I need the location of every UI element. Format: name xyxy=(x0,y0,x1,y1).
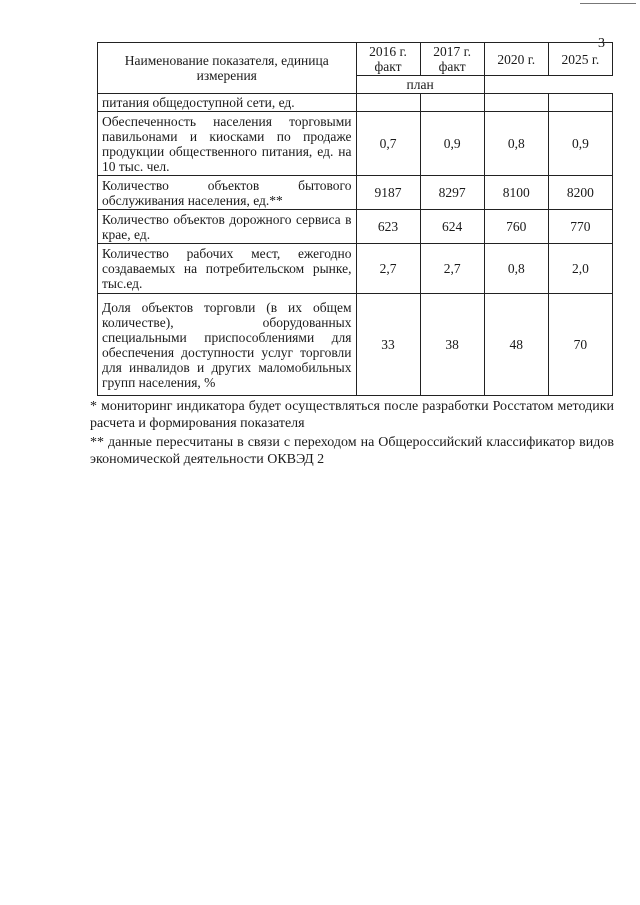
value-2016: 2,7 xyxy=(356,244,420,294)
header-row-years xyxy=(98,43,613,76)
value-2025: 8200 xyxy=(548,176,612,210)
value-2017: 8297 xyxy=(420,176,484,210)
header-year-2020: 2020 г. xyxy=(484,43,548,76)
fact-label-2016: факт xyxy=(374,59,402,74)
value-2025: 70 xyxy=(548,294,612,396)
indicators-table xyxy=(97,42,613,396)
table-row xyxy=(98,112,613,176)
year-label-2016: 2016 г. xyxy=(369,44,407,59)
header-year-2016 xyxy=(356,43,420,76)
indicator-name: Количество объектов бытового обслуживания населения, ед.** xyxy=(98,176,357,210)
continuation-text: питания общедоступной сети, ед. xyxy=(98,94,357,112)
value-2020: 8100 xyxy=(484,176,548,210)
table-row xyxy=(98,294,613,396)
footnotes xyxy=(90,398,614,468)
value-2020: 0,8 xyxy=(484,112,548,176)
table-row xyxy=(98,210,613,244)
value-2017: 2,7 xyxy=(420,244,484,294)
value-2025: 2,0 xyxy=(548,244,612,294)
page-number: 3 xyxy=(598,36,605,51)
value-2016: 33 xyxy=(356,294,420,396)
value-2017: 624 xyxy=(420,210,484,244)
fact-label-2017: факт xyxy=(438,59,466,74)
header-indicator-name: Наименование показателя, единица измерения xyxy=(98,43,357,94)
corner-mark xyxy=(580,3,636,4)
value-2020: 0,8 xyxy=(484,244,548,294)
header-year-2025: 2025 г. xyxy=(548,43,612,76)
table-row xyxy=(98,244,613,294)
value-2025: 770 xyxy=(548,210,612,244)
table-row-continuation xyxy=(98,94,613,112)
empty-cell xyxy=(420,94,484,112)
header-year-2017 xyxy=(420,43,484,76)
value-2025: 0,9 xyxy=(548,112,612,176)
indicator-name: Количество рабочих мест, ежегодно создаваемых на потребительском рынке, тыс.ед. xyxy=(98,244,357,294)
indicator-name: Количество объектов дорожного сервиса в крае, ед. xyxy=(98,210,357,244)
empty-cell xyxy=(484,94,548,112)
value-2016: 0,7 xyxy=(356,112,420,176)
empty-cell xyxy=(356,94,420,112)
value-2020: 48 xyxy=(484,294,548,396)
footnote-double-star: ** данные пересчитаны в связи с переходом на Общероссийский классификатор видов экономической деятельности ОКВЭД 2 xyxy=(90,435,614,467)
footnote-single-star: * мониторинг индикатора будет осуществляться после разработки Росстатом методики расчета и формирования показателя xyxy=(90,399,614,431)
value-2016: 9187 xyxy=(356,176,420,210)
header-plan: план xyxy=(356,76,484,94)
value-2017: 38 xyxy=(420,294,484,396)
year-label-2017: 2017 г. xyxy=(433,44,472,59)
indicator-name: Доля объектов торговли (в их общем количестве), оборудованных специальными приспособлениями для обеспечения доступности услуг торговли для инвалидов и других маломобильных групп населения, % xyxy=(98,294,357,396)
indicator-name: Обеспеченность населения торговыми павильонами и киосками по продаже продукции общественного питания, ед. на 10 тыс. чел. xyxy=(98,112,357,176)
value-2017: 0,9 xyxy=(420,112,484,176)
empty-cell xyxy=(548,94,612,112)
value-2016: 623 xyxy=(356,210,420,244)
table-row xyxy=(98,176,613,210)
value-2020: 760 xyxy=(484,210,548,244)
